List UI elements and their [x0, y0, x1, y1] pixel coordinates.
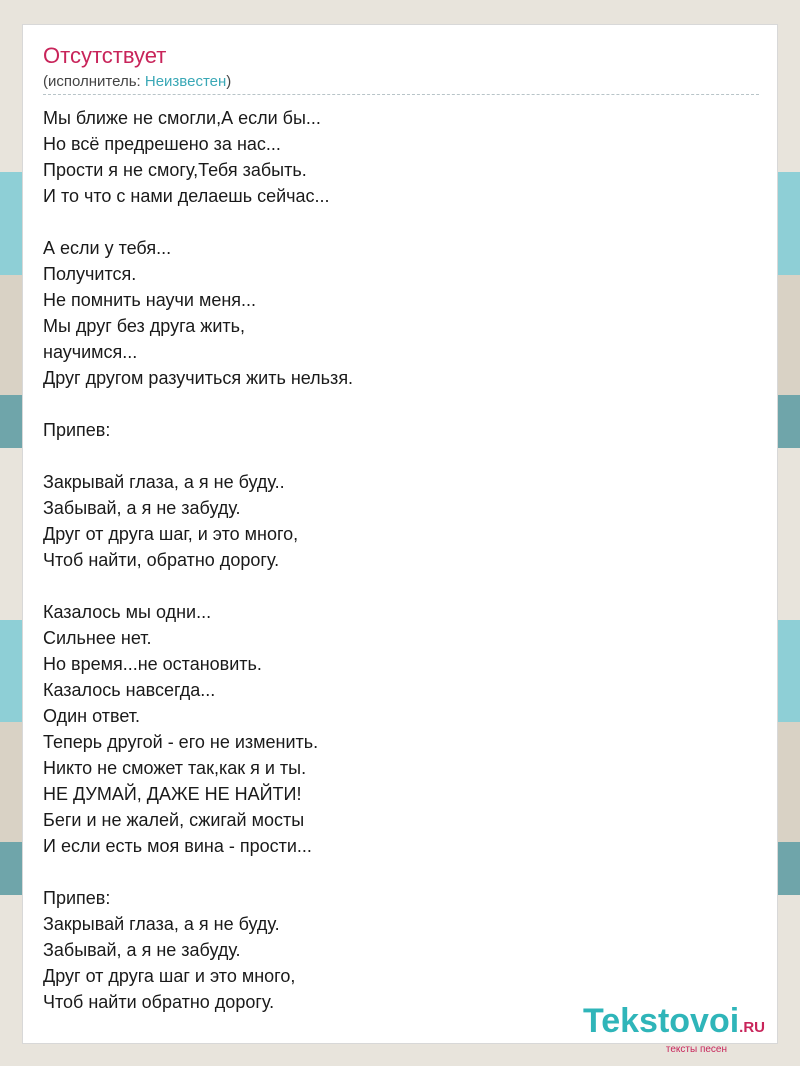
lyric-line: И если есть моя вина - прости... — [43, 836, 312, 856]
lyric-line: Чтоб найти обратно дорогу. — [43, 992, 275, 1012]
lyric-line: Мы друг без друга жить, — [43, 316, 245, 336]
lyric-line: НЕ ДУМАЙ, ДАЖЕ НЕ НАЙТИ! — [43, 784, 302, 804]
lyrics-card — [22, 24, 778, 1055]
lyric-line: Никто не сможет так,как я и ты. — [43, 758, 307, 778]
artist-link[interactable]: Неизвестен — [144, 73, 227, 90]
lyric-line — [43, 859, 353, 885]
lyric-line: Но всё предрешено за нас... — [43, 134, 281, 154]
site-logo[interactable] — [582, 1002, 765, 1055]
lyric-line: Чтоб найти, обратно дорогу. — [43, 550, 280, 570]
lyric-line: Но время...не остановить. — [43, 654, 262, 674]
lyric-line: Не помнить научи меня... — [43, 290, 257, 310]
lyric-line: Друг от друга шаг, и это много, — [43, 524, 299, 544]
lyric-line: Прости я не смогу,Тебя забыть. — [43, 160, 307, 180]
lyric-line: Закрывай глаза, а я не буду. — [43, 914, 280, 934]
lyric-line: Забывай, а я не забуду. — [43, 940, 241, 960]
logo-text: Tekstovoi — [582, 1002, 740, 1040]
artist-prefix: (исполнитель: — [43, 73, 145, 90]
lyric-line: Один ответ. — [43, 706, 140, 726]
lyric-line — [43, 443, 353, 469]
lyric-line: Закрывай глаза, а я не буду.. — [43, 472, 285, 492]
logo-tld: .RU — [739, 1019, 765, 1036]
lyric-line: Казалось мы одни... — [43, 602, 212, 622]
lyric-line: Сильнее нет. — [43, 628, 152, 648]
song-title: Отсутствует — [43, 43, 167, 68]
lyric-line: Друг другом разучиться жить нельзя. — [43, 368, 354, 388]
lyric-line — [43, 573, 353, 599]
lyric-line — [43, 391, 353, 417]
lyric-line: Забывай, а я не забуду. — [43, 498, 241, 518]
lyric-line: Мы ближе не смогли,А если бы... — [43, 108, 321, 128]
lyric-line: Беги и не жалей, сжигай мосты — [43, 810, 305, 830]
lyric-line: Припев: — [43, 888, 111, 908]
lyric-line: Теперь другой - его не изменить. — [43, 732, 319, 752]
lyric-line: Друг от друга шаг и это много, — [43, 966, 296, 986]
lyric-line: научимся... — [43, 342, 138, 362]
lyrics-text — [43, 105, 353, 1015]
lyric-line: А если у тебя... — [43, 238, 172, 258]
dashed-divider — [43, 94, 759, 95]
lyric-line — [43, 209, 353, 235]
lyric-line: Припев: — [43, 420, 111, 440]
logo-subtitle: тексты песен — [665, 1044, 727, 1055]
artist-suffix: ) — [226, 73, 232, 90]
artist-line — [43, 73, 231, 90]
lyric-line: Получится. — [43, 264, 137, 284]
lyric-line: Казалось навсегда... — [43, 680, 216, 700]
lyric-line: И то что с нами делаешь сейчас... — [43, 186, 330, 206]
